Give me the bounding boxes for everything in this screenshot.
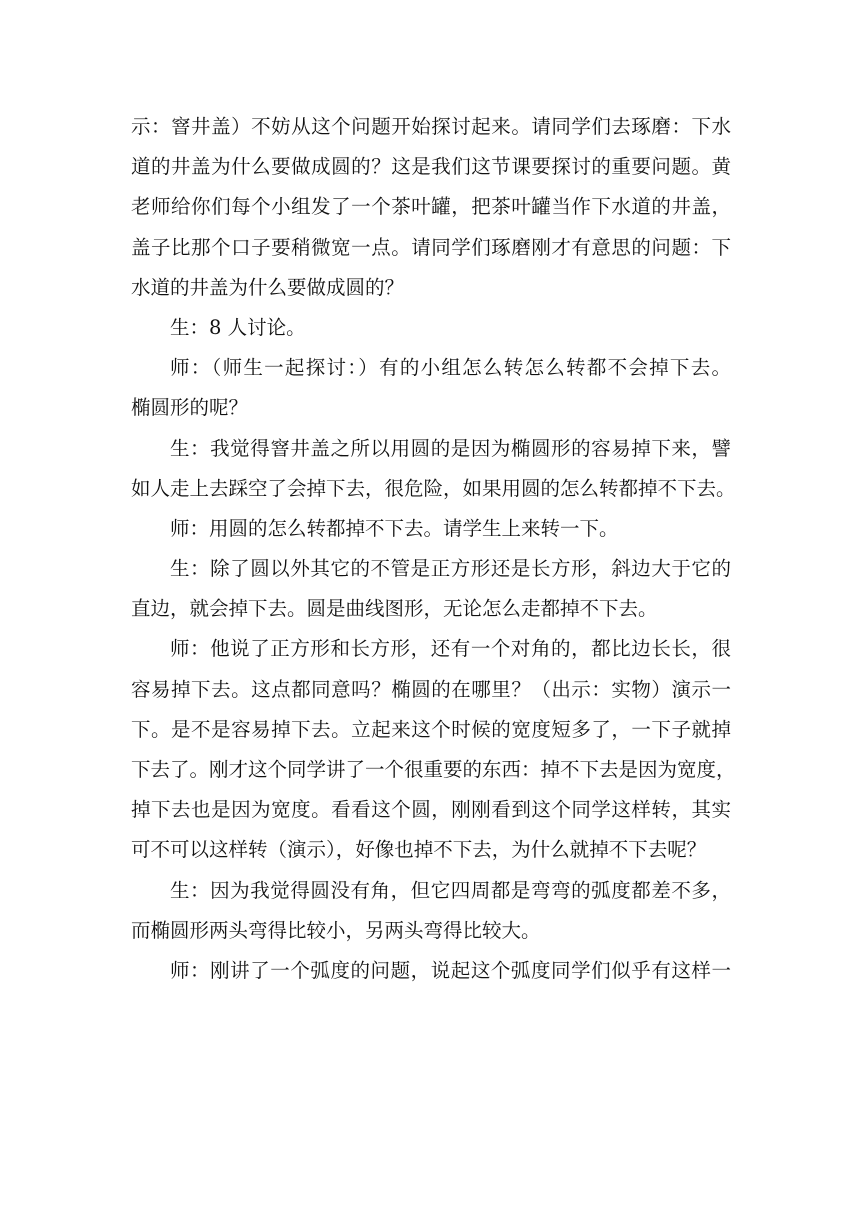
text-line: 示：窨井盖）不妨从这个问题开始探讨起来。请同学们去琢磨：下水 [131, 115, 731, 138]
text-line: 师：他说了正方形和长方形，还有一个对角的，都比边长长，很 [170, 637, 731, 661]
text-line: 老师给你们每个小组发了一个茶叶罐，把茶叶罐当作下水道的井盖， [131, 195, 731, 219]
text-line: 生：因为我觉得圆没有角，但它四周都是弯弯的弧度都差不多， [170, 878, 731, 902]
text-line: 生：除了圆以外其它的不管是正方形还是长方形，斜边大于它的 [170, 557, 731, 581]
text-line: 道的井盖为什么要做成圆的？这是我们这节课要探讨的重要问题。黄 [131, 155, 731, 179]
document-body [131, 107, 736, 991]
text-line: 师：用圆的怎么转都掉不下去。请学生上来转一下。 [170, 516, 619, 540]
text-line: 师：（师生一起探讨：）有的小组怎么转怎么转都不会掉下去。 [170, 356, 731, 380]
text-line: 师：刚讲了一个弧度的问题，说起这个弧度同学们似乎有这样一 [170, 958, 731, 982]
text-line: 水道的井盖为什么要做成圆的？ [131, 275, 405, 299]
text-line: 掉下去也是因为宽度。看看这个圆，刚刚看到这个同学这样转，其实 [131, 798, 731, 822]
text-line: 生：我觉得窨井盖之所以用圆的是因为椭圆形的容易掉下来，譬 [170, 436, 731, 460]
text-line: 直边，就会掉下去。圆是曲线图形，无论怎么走都掉不下去。 [131, 597, 658, 621]
text-line: 椭圆形的呢？ [131, 396, 249, 420]
text-line: 盖子比那个口子要稍微宽一点。请同学们琢磨刚才有意思的问题：下 [131, 235, 731, 259]
text-line: 而椭圆形两头弯得比较小，另两头弯得比较大。 [131, 918, 541, 942]
text-line: 容易掉下去。这点都同意吗？椭圆的在哪里？（出示：实物）演示一 [131, 677, 731, 701]
text-line: 如人走上去踩空了会掉下去，很危险，如果用圆的怎么转都掉不下去。 [131, 476, 736, 500]
text-line: 下。是不是容易掉下去。立起来这个时候的宽度短多了，一下子就掉 [131, 717, 731, 741]
text-line: 可不可以这样转（演示），好像也掉不下去，为什么就掉不下去呢？ [131, 838, 707, 862]
text-line: 生：8 人讨论。 [170, 315, 306, 339]
text-line: 下去了。刚才这个同学讲了一个很重要的东西：掉不下去是因为宽度， [131, 758, 736, 781]
